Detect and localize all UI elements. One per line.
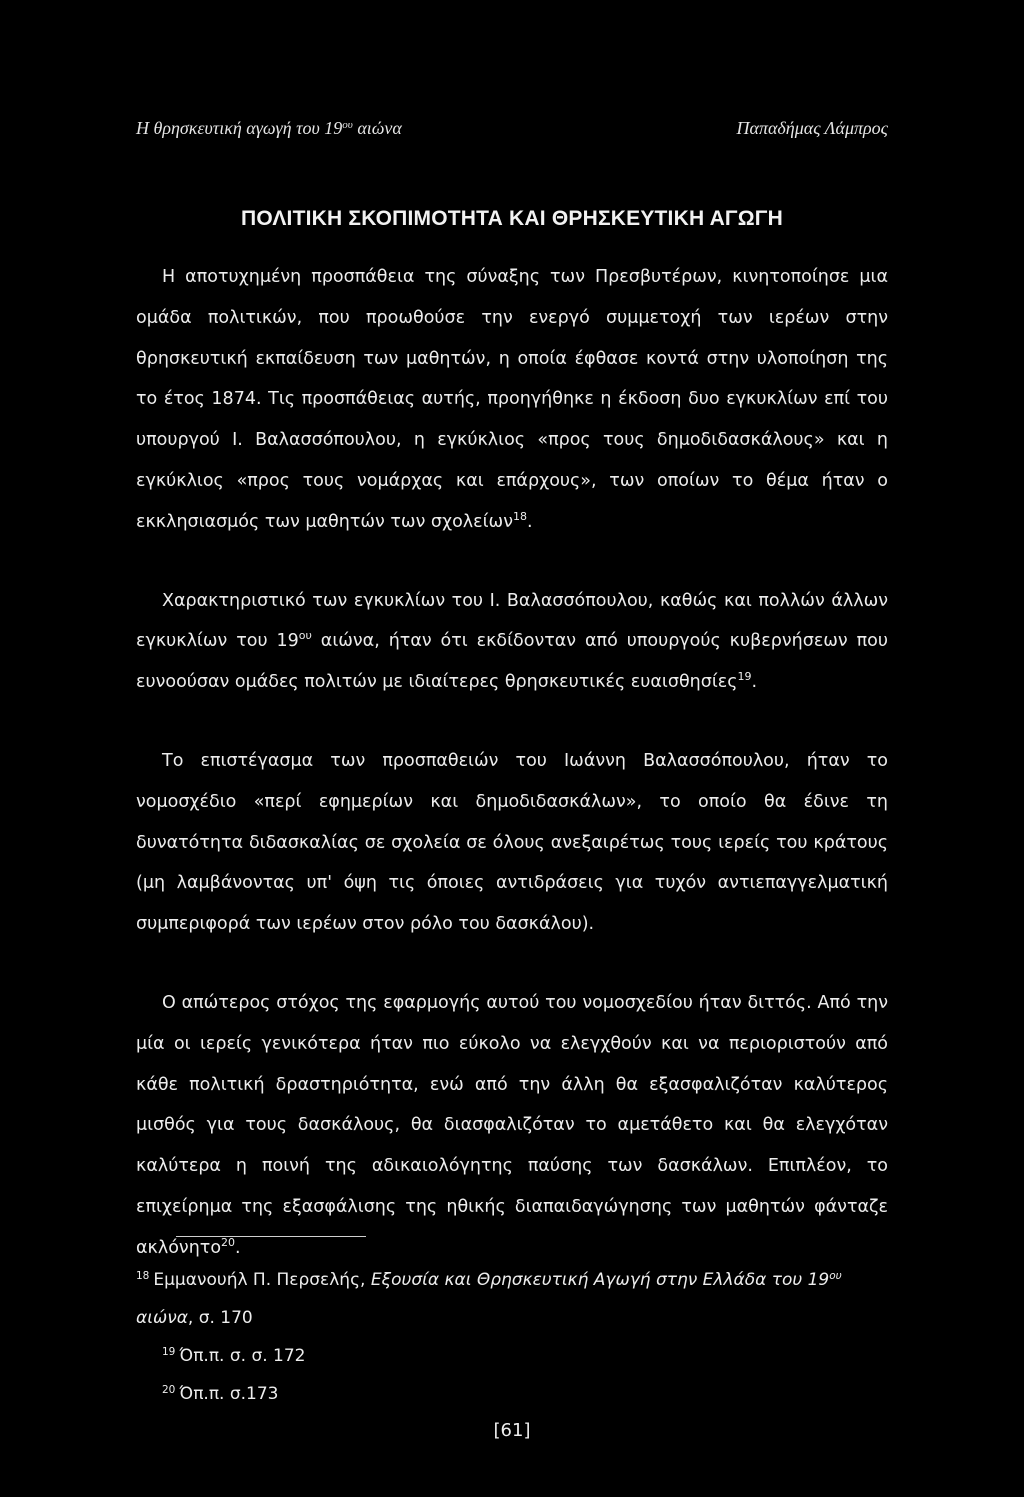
footnote-18-title-end: αιώνα bbox=[136, 1308, 188, 1328]
paragraph-2 bbox=[136, 581, 888, 703]
chapter-title: ΠΟΛΙΤΙΚΗ ΣΚΟΠΙΜΟΤΗΤΑ ΚΑΙ ΘΡΗΣΚΕΥΤΙΚΗ ΑΓΩΓΗ bbox=[241, 207, 783, 230]
paragraph-1-text: Η αποτυχημένη προσπάθεια της σύναξης των Πρεσβυτέρων, κινητοποίησε μια ομάδα πολιτικών, που προωθούσε την ενεργό συμμετοχή των ιερέων στην θρησκευτική εκπαίδευση των μαθητών, η οποία έφθασε κοντά στην υλοποίηση της το έτος 1874. Τις προσπάθειας αυτής, προηγήθηκε η έκδοση δυο εγκυκλίων επί του υπουργού Ι. Βαλασσόπουλου, η εγκύκλιος «προς τους δημοδιδασκάλους» και η εγκύκλιος «προς τους νομάρχας και επάρχους», των οποίων το θέμα ήταν ο εκκλησιασμός των μαθητών των σχολείων bbox=[136, 267, 888, 532]
header-author: Παπαδήμας Λάμπρος bbox=[736, 118, 888, 138]
paragraph-2-text-start: Χαρακτηριστικό των εγκυκλίων του Ι. Βαλασσόπουλου, καθώς και πολλών άλλων εγκυκλίων του 19 bbox=[136, 590, 888, 652]
footnote-20 bbox=[136, 1375, 888, 1413]
header-superscript: ου bbox=[342, 119, 353, 131]
page-number: [61] bbox=[493, 1420, 531, 1441]
footnote-19-number: 19 bbox=[162, 1346, 176, 1358]
footnotes bbox=[136, 1236, 888, 1413]
paragraph-3 bbox=[136, 741, 888, 945]
footnote-18-title-text: Εξουσία και Θρησκευτική Αγωγή στην Ελλάδα του 19 bbox=[370, 1270, 830, 1290]
footnote-18-title-superscript: ου bbox=[829, 1270, 842, 1282]
header-book-title-text: Η θρησκευτική αγωγή του 19 bbox=[136, 118, 343, 138]
paragraph-4 bbox=[136, 983, 888, 1269]
paragraph-3-text: Το επιστέγασμα των προσπαθειών του Ιωάννη Βαλασσόπουλου, ήταν το νομοσχέδιο «περί εφημερίων και δημοδιδασκάλων», το οποίο θα έδινε τη δυνατότητα διδασκαλίας σε σχολεία σε όλους ανεξαιρέτως τους ιερείς του κράτους (μη λαμβάνοντας υπ' όψη τις όποιες αντιδράσεις για τυχόν αντιεπαγγελματική συμπεριφορά των ιερέων στον ρόλο του δασκάλου). bbox=[136, 750, 888, 935]
paragraph-2-text-end: αιώνα, ήταν ότι εκδίδονταν από υπουργούς κυβερνήσεων που ευνοούσαν ομάδες πολιτών με ιδιαίτερες θρησκευτικές ευαισθησίες bbox=[136, 631, 888, 693]
header-book-title-end: αιώνα bbox=[352, 118, 402, 138]
footnote-19-text: Όπ.π. σ. σ. 172 bbox=[179, 1346, 306, 1366]
footnote-20-text: Όπ.π. σ.173 bbox=[179, 1384, 279, 1404]
footnote-ref-19[interactable]: 19 bbox=[737, 670, 752, 684]
paragraph-1-end: . bbox=[526, 511, 533, 532]
footnote-ref-18[interactable]: 18 bbox=[512, 509, 527, 523]
body-text bbox=[136, 257, 888, 1307]
footnote-20-number: 20 bbox=[162, 1384, 176, 1396]
footnote-divider bbox=[176, 1236, 366, 1237]
header-book-title bbox=[136, 118, 402, 139]
footnote-18-page: , σ. 170 bbox=[187, 1308, 253, 1328]
footnote-18-number: 18 bbox=[136, 1270, 150, 1282]
paragraph-4-end: . bbox=[235, 1237, 241, 1258]
footnote-18-author: Εμμανουήλ Π. Περσελής, bbox=[153, 1270, 371, 1290]
paragraph-1 bbox=[136, 257, 888, 543]
footnote-18 bbox=[136, 1261, 888, 1337]
paragraph-2-superscript: ου bbox=[298, 629, 312, 643]
paragraph-4-text: Ο απώτερος στόχος της εφαρμογής αυτού του νομοσχεδίου ήταν διττός. Από την μία οι ιερείς γενικότερα ήταν πιο εύκολο να ελεγχθούν και να περιοριστούν από κάθε πολιτική δραστηριότητα, ενώ από την άλλη θα εξασφαλιζόταν καλύτερος μισθός για τους δασκάλους, θα διασφαλιζόταν το αμετάθετο και θα ελεγχόταν καλύτερα η ποινή της αδικαιολόγητης παύσης των δασκάλων. Επιπλέον, το επιχείρημα της εξασφάλισης της ηθικής διαπαιδαγώγησης των μαθητών φάνταζε ακλόνητο bbox=[136, 992, 888, 1258]
paragraph-2-end: . bbox=[751, 672, 758, 693]
footnote-ref-20[interactable]: 20 bbox=[221, 1235, 236, 1249]
footnote-19 bbox=[136, 1337, 888, 1375]
